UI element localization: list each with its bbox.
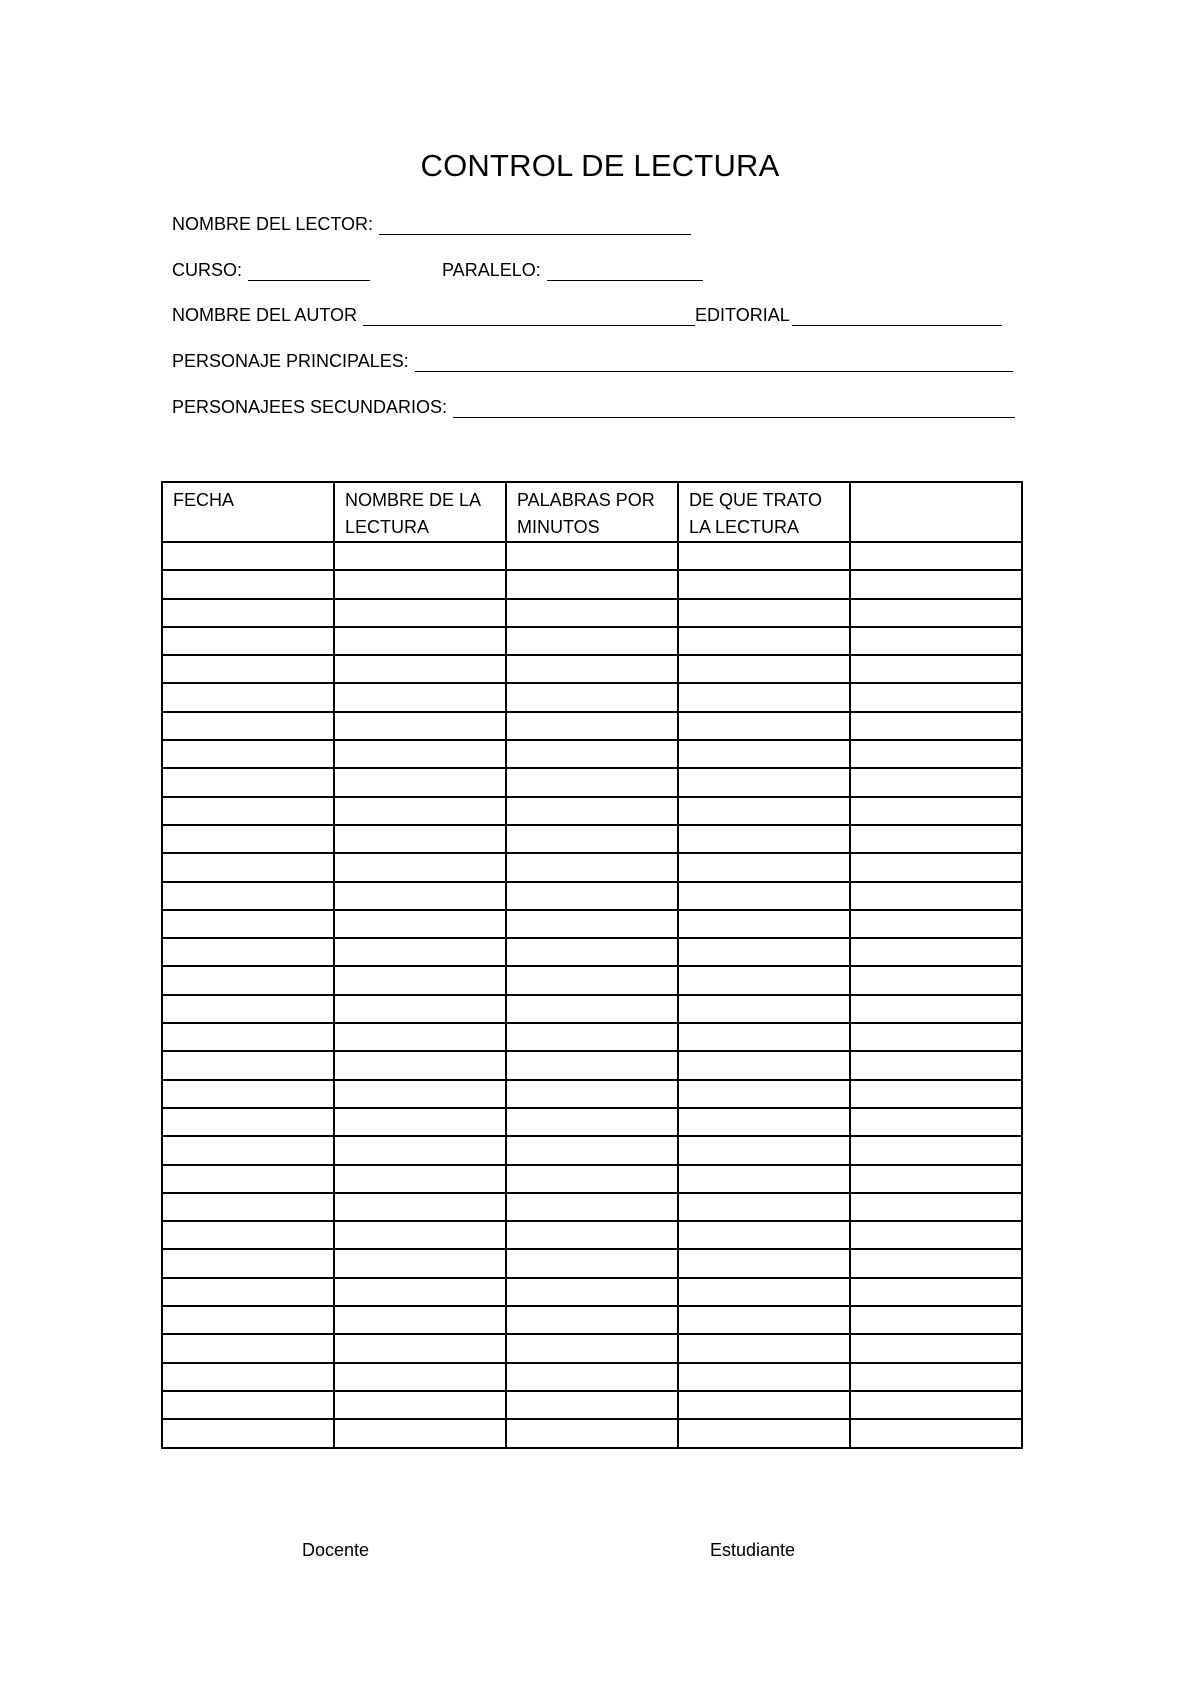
table-cell[interactable]: [506, 797, 678, 825]
table-cell[interactable]: [506, 542, 678, 570]
table-cell[interactable]: [850, 1136, 1022, 1164]
table-cell[interactable]: [162, 1391, 334, 1419]
table-cell[interactable]: [334, 1306, 506, 1334]
table-cell[interactable]: [678, 1023, 850, 1051]
table-cell[interactable]: [506, 1023, 678, 1051]
table-cell[interactable]: [678, 542, 850, 570]
header-line: FECHA: [173, 490, 235, 510]
table-row: [162, 1363, 1022, 1391]
table-cell[interactable]: [162, 627, 334, 655]
table-body: [162, 542, 1022, 1448]
table-cell[interactable]: [850, 627, 1022, 655]
table-cell[interactable]: [334, 995, 506, 1023]
table-cell[interactable]: [334, 1334, 506, 1362]
table-cell[interactable]: [334, 655, 506, 683]
table-cell[interactable]: [506, 570, 678, 598]
table-cell[interactable]: [162, 825, 334, 853]
table-cell[interactable]: [678, 938, 850, 966]
table-cell[interactable]: [678, 570, 850, 598]
table-cell[interactable]: [850, 570, 1022, 598]
table-cell[interactable]: [162, 938, 334, 966]
table-cell[interactable]: [506, 825, 678, 853]
header-line: MINUTOS: [517, 517, 600, 537]
table-cell[interactable]: [162, 1023, 334, 1051]
table-row: [162, 910, 1022, 938]
table-cell[interactable]: [334, 938, 506, 966]
table-cell[interactable]: [506, 712, 678, 740]
header-date: [162, 482, 334, 542]
table-cell[interactable]: [850, 683, 1022, 711]
table-cell[interactable]: [334, 882, 506, 910]
table-cell[interactable]: [850, 712, 1022, 740]
table-cell[interactable]: [850, 542, 1022, 570]
table-cell[interactable]: [334, 542, 506, 570]
table-cell[interactable]: [850, 1363, 1022, 1391]
table-cell[interactable]: [334, 599, 506, 627]
course-label: CURSO:: [172, 260, 243, 280]
table-cell[interactable]: [678, 910, 850, 938]
header-reading-name: [334, 482, 506, 542]
table-cell[interactable]: [334, 1221, 506, 1249]
teacher-signature-label: Docente: [302, 1540, 370, 1560]
table-row: [162, 683, 1022, 711]
table-cell[interactable]: [506, 1306, 678, 1334]
table-cell[interactable]: [678, 1419, 850, 1447]
secondary-characters-row: [172, 390, 1015, 418]
table-cell[interactable]: [678, 712, 850, 740]
table-cell[interactable]: [334, 740, 506, 768]
table-cell[interactable]: [334, 1249, 506, 1277]
table-cell[interactable]: [850, 1221, 1022, 1249]
table-row: [162, 882, 1022, 910]
table-row: [162, 1165, 1022, 1193]
table-cell[interactable]: [678, 740, 850, 768]
table-cell[interactable]: [506, 1108, 678, 1136]
reader-name-row: [172, 207, 691, 235]
table-row: [162, 712, 1022, 740]
table-cell[interactable]: [162, 1108, 334, 1136]
table-cell[interactable]: [162, 1221, 334, 1249]
table-cell[interactable]: [678, 1363, 850, 1391]
author-row: [172, 298, 1002, 326]
table-cell[interactable]: [162, 995, 334, 1023]
table-cell[interactable]: [162, 542, 334, 570]
table-cell[interactable]: [506, 1391, 678, 1419]
table-cell[interactable]: [506, 1278, 678, 1306]
table-cell[interactable]: [162, 853, 334, 881]
table-cell[interactable]: [162, 1419, 334, 1447]
table-row: [162, 966, 1022, 994]
header-line: LECTURA: [345, 517, 430, 537]
table-cell[interactable]: [162, 1165, 334, 1193]
table-cell[interactable]: [678, 995, 850, 1023]
table-cell[interactable]: [678, 1165, 850, 1193]
table-cell[interactable]: [850, 1391, 1022, 1419]
table-cell[interactable]: [506, 910, 678, 938]
table-cell[interactable]: [850, 882, 1022, 910]
table-cell[interactable]: [678, 853, 850, 881]
table-cell[interactable]: [334, 1419, 506, 1447]
section-label: PARALELO:: [442, 260, 541, 280]
table-cell[interactable]: [850, 910, 1022, 938]
table-cell[interactable]: [162, 1306, 334, 1334]
table-row: [162, 599, 1022, 627]
table-cell[interactable]: [678, 683, 850, 711]
header-words-per-minute: [506, 482, 678, 542]
table-row: [162, 1306, 1022, 1334]
table-cell[interactable]: [850, 1278, 1022, 1306]
table-header-row: [162, 482, 1022, 542]
table-row: [162, 655, 1022, 683]
table-cell[interactable]: [334, 1080, 506, 1108]
publisher-label: EDITORIAL: [695, 305, 790, 325]
table-cell[interactable]: [334, 1278, 506, 1306]
table-cell[interactable]: [678, 1221, 850, 1249]
table-cell[interactable]: [678, 599, 850, 627]
table-cell[interactable]: [850, 797, 1022, 825]
table-cell[interactable]: [162, 570, 334, 598]
table-row: [162, 1080, 1022, 1108]
table-row: [162, 1278, 1022, 1306]
table-cell[interactable]: [162, 599, 334, 627]
table-cell[interactable]: [506, 1363, 678, 1391]
table-cell[interactable]: [678, 825, 850, 853]
page-title: CONTROL DE LECTURA: [420, 148, 780, 183]
table-cell[interactable]: [506, 938, 678, 966]
table-row: [162, 1051, 1022, 1079]
table-cell[interactable]: [850, 1051, 1022, 1079]
section-blank[interactable]: [547, 260, 703, 281]
reading-log-table: [161, 481, 1023, 1449]
table-cell[interactable]: [506, 966, 678, 994]
table-cell[interactable]: [850, 1306, 1022, 1334]
table-row: [162, 1334, 1022, 1362]
table-cell[interactable]: [162, 882, 334, 910]
table-row: [162, 1136, 1022, 1164]
table-row: [162, 938, 1022, 966]
table-row: [162, 627, 1022, 655]
header-blank: [850, 482, 1022, 542]
table-row: [162, 1249, 1022, 1277]
table-cell[interactable]: [162, 1051, 334, 1079]
table-cell[interactable]: [506, 599, 678, 627]
table-cell[interactable]: [506, 627, 678, 655]
table-cell[interactable]: [162, 655, 334, 683]
table-cell[interactable]: [850, 1165, 1022, 1193]
table-cell[interactable]: [850, 599, 1022, 627]
table-cell[interactable]: [506, 1136, 678, 1164]
table-row: [162, 1221, 1022, 1249]
table-row: [162, 740, 1022, 768]
table-row: [162, 1419, 1022, 1447]
table-cell[interactable]: [162, 1136, 334, 1164]
table-row: [162, 797, 1022, 825]
table-cell[interactable]: [850, 1108, 1022, 1136]
table-cell[interactable]: [678, 1136, 850, 1164]
table-cell[interactable]: [334, 853, 506, 881]
publisher-blank[interactable]: [792, 305, 1002, 326]
table-cell[interactable]: [506, 1080, 678, 1108]
table-cell[interactable]: [162, 1278, 334, 1306]
table-cell[interactable]: [678, 1306, 850, 1334]
table-cell[interactable]: [162, 768, 334, 796]
table-cell[interactable]: [334, 768, 506, 796]
header-line: DE QUE TRATO: [689, 490, 823, 510]
header-line: NOMBRE DE LA: [345, 490, 482, 510]
header-line: LA LECTURA: [689, 517, 800, 537]
table-row: [162, 853, 1022, 881]
table-cell[interactable]: [850, 966, 1022, 994]
table-cell[interactable]: [334, 1023, 506, 1051]
table-cell[interactable]: [334, 966, 506, 994]
table-cell[interactable]: [678, 1391, 850, 1419]
table-cell[interactable]: [162, 1334, 334, 1362]
table-cell[interactable]: [162, 1363, 334, 1391]
table-row: [162, 542, 1022, 570]
table-cell[interactable]: [162, 1193, 334, 1221]
table-cell[interactable]: [506, 1165, 678, 1193]
table-cell[interactable]: [506, 1419, 678, 1447]
table-cell[interactable]: [850, 995, 1022, 1023]
table-row: [162, 570, 1022, 598]
table-cell[interactable]: [334, 683, 506, 711]
table-cell[interactable]: [506, 1221, 678, 1249]
table-cell[interactable]: [334, 1136, 506, 1164]
table-cell[interactable]: [162, 797, 334, 825]
table-cell[interactable]: [678, 882, 850, 910]
secondary-characters-label: PERSONAJEES SECUNDARIOS:: [172, 397, 448, 417]
table-cell[interactable]: [506, 882, 678, 910]
table-cell[interactable]: [850, 1334, 1022, 1362]
table-cell[interactable]: [506, 740, 678, 768]
table-row: [162, 995, 1022, 1023]
table-cell[interactable]: [678, 1080, 850, 1108]
table-cell[interactable]: [506, 1334, 678, 1362]
table-cell[interactable]: [334, 1193, 506, 1221]
secondary-characters-blank[interactable]: [453, 397, 1015, 418]
table-cell[interactable]: [506, 995, 678, 1023]
reader-name-blank[interactable]: [379, 214, 691, 235]
table-cell[interactable]: [334, 1108, 506, 1136]
table-cell[interactable]: [334, 570, 506, 598]
main-characters-label: PERSONAJE PRINCIPALES:: [172, 351, 409, 371]
main-characters-blank[interactable]: [415, 351, 1013, 372]
table-cell[interactable]: [678, 1278, 850, 1306]
table-row: [162, 768, 1022, 796]
table-cell[interactable]: [162, 1249, 334, 1277]
course-blank[interactable]: [248, 260, 370, 281]
main-characters-row: [172, 344, 1013, 372]
table-cell[interactable]: [162, 966, 334, 994]
table-cell[interactable]: [850, 825, 1022, 853]
table-cell[interactable]: [850, 655, 1022, 683]
table-row: [162, 1193, 1022, 1221]
table-row: [162, 1391, 1022, 1419]
table-cell[interactable]: [678, 966, 850, 994]
table-cell[interactable]: [506, 853, 678, 881]
table-cell[interactable]: [162, 740, 334, 768]
table-row: [162, 825, 1022, 853]
table-cell[interactable]: [850, 768, 1022, 796]
table-cell[interactable]: [678, 1334, 850, 1362]
table-cell[interactable]: [162, 1080, 334, 1108]
table-cell[interactable]: [334, 1051, 506, 1079]
table-cell[interactable]: [506, 655, 678, 683]
author-name-label: NOMBRE DEL AUTOR: [172, 305, 358, 325]
table-cell[interactable]: [334, 627, 506, 655]
student-signature-label: Estudiante: [710, 1540, 796, 1560]
table-cell[interactable]: [506, 1193, 678, 1221]
author-name-blank[interactable]: [363, 305, 695, 326]
table-cell[interactable]: [850, 938, 1022, 966]
table-row: [162, 1108, 1022, 1136]
table-cell[interactable]: [162, 910, 334, 938]
table-cell[interactable]: [334, 1363, 506, 1391]
table-cell[interactable]: [678, 655, 850, 683]
table-cell[interactable]: [678, 1108, 850, 1136]
table-cell[interactable]: [334, 712, 506, 740]
table-cell[interactable]: [850, 1419, 1022, 1447]
table-cell[interactable]: [678, 1249, 850, 1277]
header-reading-summary: [678, 482, 850, 542]
reader-name-label: NOMBRE DEL LECTOR:: [172, 214, 374, 234]
table-cell[interactable]: [850, 740, 1022, 768]
table-cell[interactable]: [678, 1051, 850, 1079]
table-cell[interactable]: [506, 768, 678, 796]
table-cell[interactable]: [334, 910, 506, 938]
table-cell[interactable]: [334, 1165, 506, 1193]
table-cell[interactable]: [678, 1193, 850, 1221]
table-cell[interactable]: [162, 683, 334, 711]
table-cell[interactable]: [678, 627, 850, 655]
table-cell[interactable]: [506, 1051, 678, 1079]
course-row: [172, 253, 703, 281]
table-cell[interactable]: [506, 683, 678, 711]
table-cell[interactable]: [850, 1023, 1022, 1051]
table-cell[interactable]: [678, 768, 850, 796]
table-cell[interactable]: [334, 1391, 506, 1419]
table-cell[interactable]: [850, 853, 1022, 881]
table-row: [162, 1023, 1022, 1051]
table-cell[interactable]: [506, 1249, 678, 1277]
table-cell[interactable]: [334, 797, 506, 825]
table-cell[interactable]: [850, 1249, 1022, 1277]
header-line: PALABRAS POR: [517, 490, 655, 510]
table-cell[interactable]: [850, 1193, 1022, 1221]
table-cell[interactable]: [162, 712, 334, 740]
table-cell[interactable]: [850, 1080, 1022, 1108]
table-cell[interactable]: [678, 797, 850, 825]
table-cell[interactable]: [334, 825, 506, 853]
